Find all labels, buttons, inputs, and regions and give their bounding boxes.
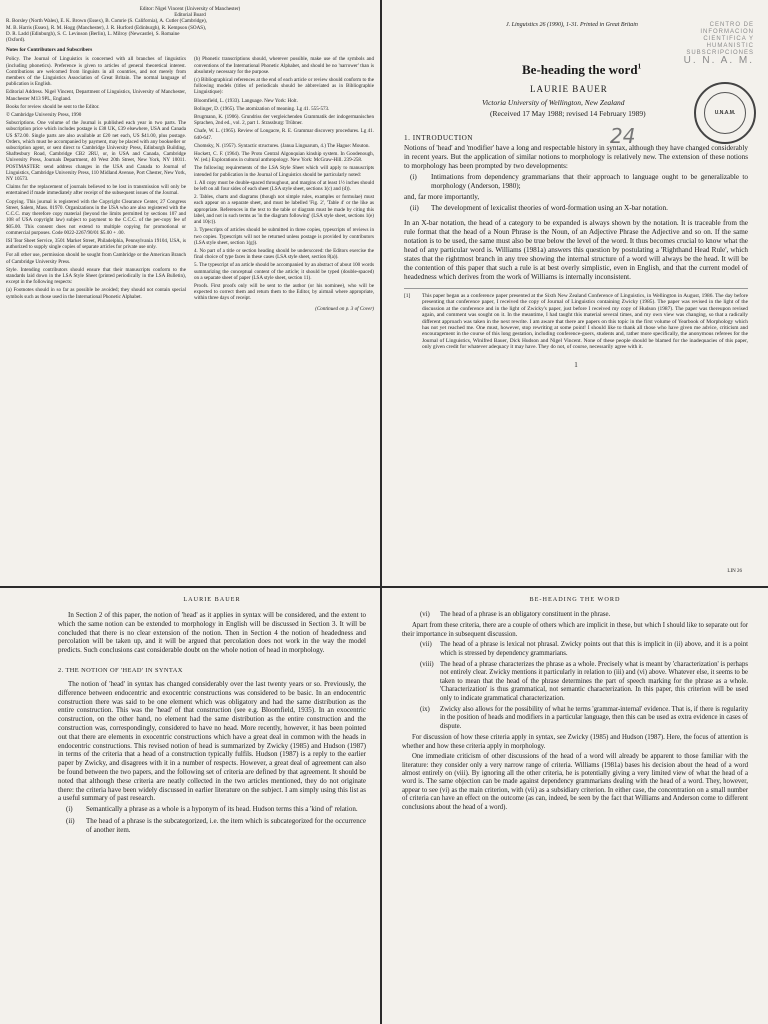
- list-number: (ix): [420, 706, 430, 714]
- notes-paragraph: 2. Tables, charts and diagrams (though not simple rules, examples or formulae) must each appear on a separate sheet, and must be labelled 'Fig. 2', 'Table 4' or the like as appropriate. References in the text to the table or diagram must be made by citing this label, and not in such terms as 'in the diagram following' (LSA style sheet, sections 1(e) and 10(c)).: [194, 194, 374, 226]
- seal-label: U.N.A.M.: [714, 110, 736, 116]
- list-number: (viii): [420, 661, 434, 669]
- section-heading: 1. INTRODUCTION: [404, 134, 473, 142]
- list-item: [420, 641, 748, 658]
- editor-line: Editor: Nigel Vincent (University of Manchester): [139, 6, 241, 12]
- article-body: [402, 611, 748, 812]
- page-article-first: [382, 0, 768, 586]
- author-name: LAURIE BAUER: [530, 84, 608, 94]
- stamp-line: CIENTIFICA Y HUMANISTIC: [703, 36, 754, 49]
- notes-paragraph: ISI Tear Sheet Service, 3501 Market Street, Philadelphia, Pennsylvania 19104, USA, is authorized to supply single copies of separate articles for private use only.: [6, 237, 186, 251]
- paragraph: Notions of 'head' and 'modifier' have a long and respectable history in syntax, although they have changed considerably in recent years. But the application of similar notions to morphology is relatively new. The extension of these notions to morphology has been prompted by two developments:: [404, 144, 748, 170]
- list-text: The head of a phrase characterizes the phrase as a whole. Precisely what is meant by 'characterization' is perhaps not entirely clear. Zwicky mentions it particularly in relation to (iii) and (vi) above. Whatever else, it seems to be taken to mean that the head of the phrase determines the part of speech marking for the phrase as a whole. 'Characterization' is thus grammatical, not semantic characterization. In this paper, this criterion will be used only to indicate grammatical characterization.: [440, 661, 748, 702]
- list-text: Intimations from dependency grammarians that their approach to language ought to be generalizable to morphology (Anderson, 1980);: [431, 173, 748, 190]
- notes-column-right: [194, 56, 374, 311]
- paragraph: The notion of 'head' in syntax has changed considerably over the last twenty years or so. Previously, the difference between endocentric and exocentric constructions was considered to be basic. In an endocentric construction there was said to be one element which was obligatory and had the same distribution as the entire construction. This was the 'head' of that construction (see e.g. Bloomfield, 1935). In an exocentric construction, on the other hand, no element had the same distribution as the entire construction and the construction was, correspondingly, considered to have no head. More recently, however, it has been pointed out that there are elements in exocentric constructions which have a great deal in common with the heads in endocentric constructions. This revised notion of head is summarized by Zwicky (1985) and Hudson (1987) in terms of the criteria that a head of a construction typically fulfils. Hudson (1987) is a reply to the earlier paper by Zwicky, and disagrees with it in a number of respects. However, a great deal of agreement can also be found between the two papers, and the following set of criteria are defined by that agreement. It should be noted that although these criteria are neatly collected in the two articles mentioned, they do not originate there: the criteria have been widely discussed in earlier literature on the subject. I am simply using this list as a useful summary of past research.: [58, 679, 366, 803]
- list-number: (ii): [66, 816, 75, 825]
- library-stamp: [654, 22, 754, 64]
- notes-paragraph: The following requirements of the LSA Style Sheet which will apply to manuscripts intended for publication in the Journal of Linguistics should be particularly noted:: [194, 165, 374, 178]
- received-date: (Received 17 May 1988; revised 14 February 1989): [490, 109, 646, 118]
- list-text: The head of a phrase is an obligatory constituent in the phrase.: [440, 611, 611, 618]
- notes-paragraph: (b) Phonetic transcriptions should, wherever possible, make use of the symbols and conventions of the International Phonetic Alphabet, and should be no 'narrower' than is absolutely necessary for the purpose.: [194, 56, 374, 75]
- notes-paragraph: (c) Bibliographical references at the end of each article or review should conform to the following models (titles of periodicals should be abbreviated as in Bibliographie Linguistique):: [194, 77, 374, 96]
- board-line: R. Borsley (North Wales), E. K. Brown (Essex), B. Comrie (S. California), A. Cutler (Cambridge),: [6, 18, 207, 25]
- notes-paragraph: Brugmann, K. (1906). Grundriss der vergleichenden Grammatik der indogermanischen Sprachen, 2nd ed., vol. 2, part 1. Strassburg: Trübner.: [194, 114, 374, 127]
- list-number: (i): [66, 805, 73, 814]
- article-body: [58, 611, 366, 655]
- footnote: [404, 288, 748, 351]
- editorial-board: [6, 6, 374, 43]
- notes-paragraph: 3. Typescripts of articles should be submitted in three copies, typescripts of reviews in two copies. Typescripts will not be returned unless postage is provided by contributors (LSA style sheet, section 1(g)).: [194, 227, 374, 246]
- board-line: (Oxford).: [6, 37, 26, 44]
- list-item: [66, 805, 366, 814]
- list-text: Semantically a phrase as a whole is a hyponym of its head. Hudson terms this a 'kind of' relation.: [86, 805, 358, 814]
- page-article-third: [382, 588, 768, 1024]
- notes-paragraph: Copying. This journal is registered with the Copyright Clearance Center, 27 Congress Street, Salem, Mass. 01970. Organizations in the USA who are also registered with the C.C.C. may therefore copy material (beyond the limits permitted by sections 107 and 108 of USA copyright law) subject to payment to the C.C.C. of the per-copy fee of $05.00. This consent does not extend to multiple copying for promotional or commercial purposes. Code 0022-2267/90/01 $5.00 + .00.: [6, 198, 186, 236]
- notes-paragraph: Hockett, C. F. (1964). The Proto Central Algonquian kinship system. In Goodenough, W. (ed.) Explorations in cultural anthropology. New York: McGraw-Hill. 239-258.: [194, 151, 374, 164]
- list-item: [420, 611, 748, 619]
- board-line: D. R. Ladd (Edinburgh), S. C. Levinson (Berlin), L. Milroy (Newcastle), S. Romaine: [6, 30, 180, 37]
- handwritten-number: 24: [610, 124, 636, 148]
- list-item: [410, 173, 748, 191]
- list-text: The head of a phrase is the subcategorized, i.e. the item which is subcategorized for the occurrence of another item.: [86, 816, 366, 834]
- continued-note: (Continued on p. 3 of Cover): [315, 305, 374, 312]
- section-heading: 2. THE NOTION OF 'HEAD' IN SYNTAX: [58, 666, 183, 674]
- paragraph: For discussion of how these criteria apply in syntax, see Zwicky (1985) and Hudson (1987). Here, the focus of attention is whether and how these criteria apply in morphology.: [402, 734, 748, 750]
- notes-column-left: [6, 56, 186, 311]
- footnote-text: This paper began as a conference paper presented at the Sixth New Zealand Conference of Linguistics, in Wellington in August, 1986. The day before presenting that conference paper, I received the copy of Journal of Linguistics containing Zwicky (1985). The paper was revised in the light of the discussion at the conference and in the light of Zwicky's paper, just before I received my copy of Hudson (1987). The paper was thereupon revised again, and comment was sought on it. In the meantime, I had taught this material several times, and my own view was changing, so that a radically different approach was taken in the next rewrite. I am aware that there are papers on this topic in the first volume of Yearbook of Morphology which has not yet reached me. One must, however, stop rewriting at some point! I should like to thank all those who have given me advice, criticism and encouragement in the course of this long gestation, including conference-goers, students and, rather more specifically, the anonymous referees for the Journal of Linguistics, Winifred Bauer, Dick Hudson and Nigel Vincent. None of these people should be blamed for the inadequacies of this paper, only given credit for whatever adequacy it may have. They do not, of course, necessarily agree with it.: [422, 293, 748, 351]
- notes-paragraph: Bloomfield, L. (1933). Language. New York: Holt.: [194, 97, 298, 104]
- notes-paragraph: Chafe, W. L. (1965). Review of Longacre, R. E. Grammar discovery procedures. Lg 41. 640-647.: [194, 128, 374, 141]
- list-number: (vii): [420, 641, 432, 649]
- list-text: The development of lexicalist theories of word-formation using an X-bar notation.: [431, 204, 668, 212]
- stamp-line: CENTRO DE INFORMACION: [700, 22, 754, 35]
- notes-paragraph: Bolinger, D. (1965). The atomization of meaning. Lg 41. 555-573.: [194, 105, 330, 112]
- list-item: [410, 204, 748, 213]
- notes-paragraph: Subscriptions. One volume of the Journal is published each year in two parts. The subscription price which includes postage is £38 UK, £39 elsewhere, USA and Canada US $72.00. Single parts are also available at £20 net each, US $41.00, plus postage. Orders, which must be accompanied by payment, may be placed with any bookseller or subscription agent, or sent direct to Cambridge University Press, Edinburgh Building, Shaftesbury Road, Cambridge CB2 2RU, or, in USA and Canada, Cambridge University Press, Journals Department, 40 West 20th Street, New York, NY 10011. POSTMASTER: send address changes in the USA and Canada to Journal of Linguistics, Cambridge University Press, 110 Midland Avenue, Port Chester, New York, NY 10573.: [6, 120, 186, 183]
- notes-paragraph: Policy. The Journal of Linguistics is concerned with all branches of linguistics (including phonetics). Preference is given to articles of general theoretical interest. Contributions are welcomed from linguists in all countries, and not merely from members of the Linguistics Association of Great Britain. The normal language of publication is English.: [6, 56, 186, 88]
- article-body: [404, 144, 748, 282]
- notes-paragraph: Chomsky, N. (1957). Syntactic structures. (Janua Linguarum, 4.) The Hague: Mouton.: [194, 142, 370, 149]
- notes-paragraph: 1. All copy must be double-spaced throughout, and margins of at least 1½ inches should be left on all four sides of each sheet (LSA style sheet, sections 1(c) and (d)).: [194, 179, 374, 193]
- list-number: (vi): [420, 611, 430, 618]
- journal-citation: J. Linguistics 26 (1990), 1-31. Printed in Great Britain: [506, 22, 638, 28]
- notes-paragraph: Books for review should be sent to the Editor.: [6, 103, 100, 110]
- notes-columns: [6, 56, 374, 311]
- list-item: [66, 817, 366, 835]
- notes-paragraph: Style. Intending contributors should ensure that their manuscripts conform to the standards laid down in the LSA Style Sheet (printed periodically in the LSA Bulletin), except in the following respects:: [6, 266, 186, 286]
- article-title-text: Be-heading the word: [522, 62, 638, 77]
- notes-paragraph: Proofs. First proofs only will be sent to the author (or his nominee), who will be expected to correct them and return them to the Editor, by airmail where appropriate, within three days of receipt.: [194, 282, 374, 302]
- footnote-number: [1]: [404, 293, 411, 299]
- seal-inner: [704, 92, 746, 134]
- stamp-unam: U. N. A. M.: [683, 55, 754, 66]
- article-body: [58, 680, 366, 835]
- notes-heading: Notes for Contributors and Subscribers: [6, 47, 93, 54]
- list-text: Zwicky also allows for the possibility of what he terms 'grammar-internal' evidence. That is, if there is regularity in the position of heads and modifiers in a particular language, then this can be used as extra evidence in cases of dispute.: [440, 706, 748, 730]
- notes-paragraph: 4. No part of a title or section heading should be underscored: the Editors exercise the final choice of type faces in these cases (LSA style sheet, section 8(a)).: [194, 247, 374, 261]
- journal-code: LIN 26: [727, 569, 742, 574]
- running-header: LAURIE BAUER: [183, 596, 241, 603]
- running-header: BE-HEADING THE WORD: [529, 596, 621, 603]
- paragraph: Apart from these criteria, there are a couple of others which are implicit in these, but which I should like to separate out for their importance in subsequent discussion.: [402, 622, 748, 638]
- board-label: Editorial Board: [174, 12, 206, 19]
- paragraph: One immediate criticism of other discussions of the head of a word will already be apparent to those familiar with the literature: they consider only a very narrow range of criteria. Williams (1981a) bases his decision about the head of a word almost entirely on (viii). By ignoring all the other criteria, he is potentially giving a very limited view of what the head of a word is. The same objection can be made against dependency grammarians dealing with the head of a word. They, however, appear to see (vi) as the main criterion, with (vii) as a subsidiary criterion. In either case, the concentration on a small number of criteria can have an effect on the outcome (as can, indeed, be seen by the fact that Williams and Anderson come to different conclusions about the head of a word).: [402, 753, 748, 811]
- list-text: The head of a phrase is lexical not phrasal. Zwicky points out that this is implicit in (ii) above, and it is a point which is stressed by dependency grammarians.: [440, 641, 748, 657]
- list-item: [420, 706, 748, 731]
- page-editorial-notes: [0, 0, 380, 586]
- page-article-second: [0, 588, 380, 1024]
- list-number: (ii): [410, 204, 419, 212]
- library-seal: [694, 82, 756, 144]
- notes-paragraph: Editorial Address. Nigel Vincent, Department of Linguistics, University of Manchester, Manchester M13 9PL, England.: [6, 89, 186, 102]
- paragraph: In Section 2 of this paper, the notion of 'head' as it applies in syntax will be considered, and the extent to which the same notion can be extended to morphology in English will be discussed in Section 3. It will be concluded that there is no clear extension of the notion. Then in Section 4 the notion of headedness and percolation will be taken up, and it will be argued that percolation does not work in the way the model predicts. Such conclusions cast considerable doubt on the whole notion of head in morphology.: [58, 611, 366, 655]
- footnote-marker: 1: [637, 62, 642, 71]
- paragraph: and, far more importantly,: [404, 193, 480, 201]
- notes-paragraph: Claims for the replacement of journals believed to be lost in transmission will only be entertained if made immediately after receipt of the subsequent issues of the Journal.: [6, 184, 186, 197]
- notes-paragraph: (a) Footnotes should in so far as possible be avoided; they should not contain special symbols such as those used in the International Phonetic Alphabet.: [6, 287, 186, 300]
- stamp-line: SUBSCRIPCIONES: [686, 50, 754, 56]
- page-number: 1: [574, 360, 578, 369]
- paragraph: In an X-bar notation, the head of a category to be expanded is always shown by the notation. It is traceable from the rule format that the head of a Noun Phrase is the Noun, of an Adjective Phrase the Adjective and so on. If the same notation is to be used, the same must also be true below the level of the word. It thus becomes crucial to know what the head of any particular word is. Williams (1981a) answers this question by postulating a 'Righthand Head Rule', which states that the rightmost branch in any tree showing the internal structure of a word will always be the head. It will be the contention of this paper that such a rule is at best overly simplistic, even in English, and that the current model of headedness which derives from the work of Williams is internally inconsistent.: [404, 219, 748, 281]
- list-number: (i): [410, 173, 417, 181]
- list-item: [420, 661, 748, 703]
- board-line: M. B. Harris (Essex), R. M. Hogg (Manchester), J. R. Hurford (Edinburgh), R. Kempson (SOAS),: [6, 24, 207, 31]
- notes-paragraph: 5. The typescript of an article should be accompanied by an abstract of about 100 words summarizing the conceptual content of the article; it should be typed (double-spaced) on a separate sheet of paper (LSA style sheet, section 11).: [194, 262, 374, 281]
- affiliation: Victoria University of Wellington, New Zealand: [482, 98, 625, 107]
- notes-paragraph: © Cambridge University Press, 1990: [6, 112, 82, 119]
- notes-paragraph: For all other use, permission should be sought from Cambridge or the American Branch of Cambridge University Press.: [6, 252, 186, 265]
